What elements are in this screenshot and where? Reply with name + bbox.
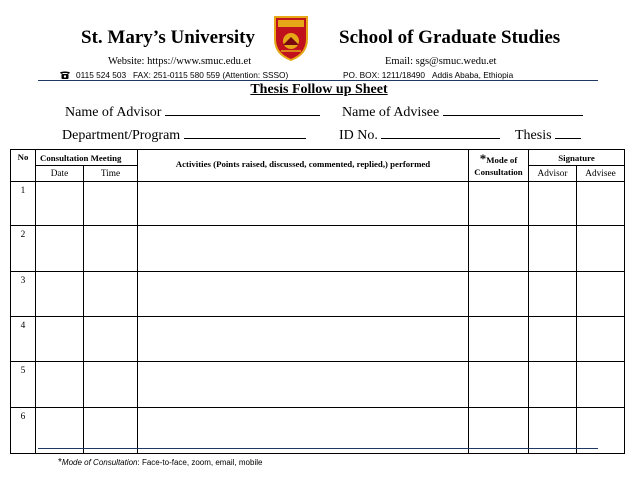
- activities-cell[interactable]: [138, 182, 469, 226]
- table-row: [11, 408, 625, 454]
- advisee-signature-cell[interactable]: [577, 272, 625, 317]
- activities-cell[interactable]: [138, 226, 469, 272]
- time-cell[interactable]: [84, 362, 138, 408]
- date-cell[interactable]: [36, 226, 84, 272]
- col-advisee: Advisee: [577, 166, 625, 182]
- email-text: Email: sgs@smuc.wedu.et: [385, 56, 497, 67]
- mode-cell[interactable]: [469, 272, 529, 317]
- col-activities: Activities (Points raised, discussed, commented, replied,) performed: [138, 150, 469, 182]
- activities-cell[interactable]: [138, 408, 469, 454]
- table-row: [11, 362, 625, 408]
- col-no: No: [11, 150, 36, 182]
- col-consultation: Consultation Meeting: [36, 150, 138, 166]
- form-title: Thesis Follow up Sheet: [250, 82, 388, 97]
- date-cell[interactable]: [36, 317, 84, 362]
- department-field: [62, 126, 306, 144]
- row-number: 3: [11, 272, 36, 317]
- advisor-blank[interactable]: [165, 103, 320, 116]
- university-name: St. Mary’s University: [81, 27, 255, 48]
- col-signature: Signature: [529, 150, 625, 166]
- date-cell[interactable]: [36, 362, 84, 408]
- fax-number: FAX: 251-0115 580 559 (Attention: SSSO): [133, 70, 289, 80]
- advisee-signature-cell[interactable]: [577, 408, 625, 454]
- table-row: [11, 226, 625, 272]
- advisor-signature-cell[interactable]: [529, 317, 577, 362]
- table-row: [11, 272, 625, 317]
- advisee-signature-cell[interactable]: [577, 317, 625, 362]
- po-box: PO. BOX: 1211/18490: [343, 70, 425, 80]
- footnote-text: : Face-to-face, zoom, email, mobile: [137, 458, 263, 467]
- date-cell[interactable]: [36, 272, 84, 317]
- footnote: [58, 457, 262, 468]
- time-cell[interactable]: [84, 272, 138, 317]
- col-advisor: Advisor: [529, 166, 577, 182]
- row-number: 5: [11, 362, 36, 408]
- advisor-signature-cell[interactable]: [529, 182, 577, 226]
- col-date: Date: [36, 166, 84, 182]
- time-cell[interactable]: [84, 226, 138, 272]
- mode-star: *: [479, 151, 487, 166]
- col-time: Time: [84, 166, 138, 182]
- advisee-blank[interactable]: [443, 103, 583, 116]
- mode-cell[interactable]: [469, 317, 529, 362]
- mode-line1: Mode of: [486, 155, 518, 165]
- footnote-star: *: [58, 457, 62, 468]
- time-cell[interactable]: [84, 317, 138, 362]
- date-cell[interactable]: [36, 182, 84, 226]
- advisor-signature-cell[interactable]: [529, 408, 577, 454]
- website-text: Website: https://www.smuc.edu.et: [108, 56, 252, 67]
- row-number: 4: [11, 317, 36, 362]
- header-rule: [38, 80, 598, 81]
- location-text: Addis Ababa, Ethiopia: [432, 70, 514, 80]
- table-row: [11, 182, 625, 226]
- school-name: School of Graduate Studies: [339, 27, 561, 48]
- col-mode: [469, 150, 529, 182]
- advisee-signature-cell[interactable]: [577, 362, 625, 408]
- advisor-field: [65, 103, 320, 121]
- university-logo: [273, 15, 309, 61]
- id-blank[interactable]: [381, 126, 500, 139]
- time-cell[interactable]: [84, 182, 138, 226]
- row-number: 6: [11, 408, 36, 454]
- phone-number: 0115 524 503: [76, 70, 127, 80]
- advisee-signature-cell[interactable]: [577, 182, 625, 226]
- thesis-blank[interactable]: [555, 126, 581, 139]
- advisee-label: Name of Advisee: [342, 105, 440, 120]
- table-row: [11, 317, 625, 362]
- advisee-signature-cell[interactable]: [577, 226, 625, 272]
- activities-cell[interactable]: [138, 362, 469, 408]
- advisor-signature-cell[interactable]: [529, 272, 577, 317]
- thesis-label: Thesis: [515, 128, 552, 143]
- activities-cell[interactable]: [138, 272, 469, 317]
- footnote-label: Mode of Consultation: [61, 458, 138, 467]
- mode-cell[interactable]: [469, 408, 529, 454]
- row-number: 1: [11, 182, 36, 226]
- department-label: Department/Program: [62, 128, 181, 143]
- id-label: ID No.: [339, 128, 378, 143]
- date-cell[interactable]: [36, 408, 84, 454]
- advisor-label: Name of Advisor: [65, 105, 162, 120]
- mode-cell[interactable]: [469, 182, 529, 226]
- advisor-signature-cell[interactable]: [529, 362, 577, 408]
- activities-cell[interactable]: [138, 317, 469, 362]
- follow-up-table: [10, 149, 625, 454]
- thesis-field: [515, 126, 581, 144]
- mode-cell[interactable]: [469, 362, 529, 408]
- advisee-field: [342, 103, 583, 121]
- department-blank[interactable]: [184, 126, 306, 139]
- id-field: [339, 126, 500, 144]
- footer-rule: [38, 448, 598, 449]
- row-number: 2: [11, 226, 36, 272]
- advisor-signature-cell[interactable]: [529, 226, 577, 272]
- mode-cell[interactable]: [469, 226, 529, 272]
- phone-icon: [59, 67, 71, 77]
- mode-line2: Consultation: [474, 167, 523, 177]
- time-cell[interactable]: [84, 408, 138, 454]
